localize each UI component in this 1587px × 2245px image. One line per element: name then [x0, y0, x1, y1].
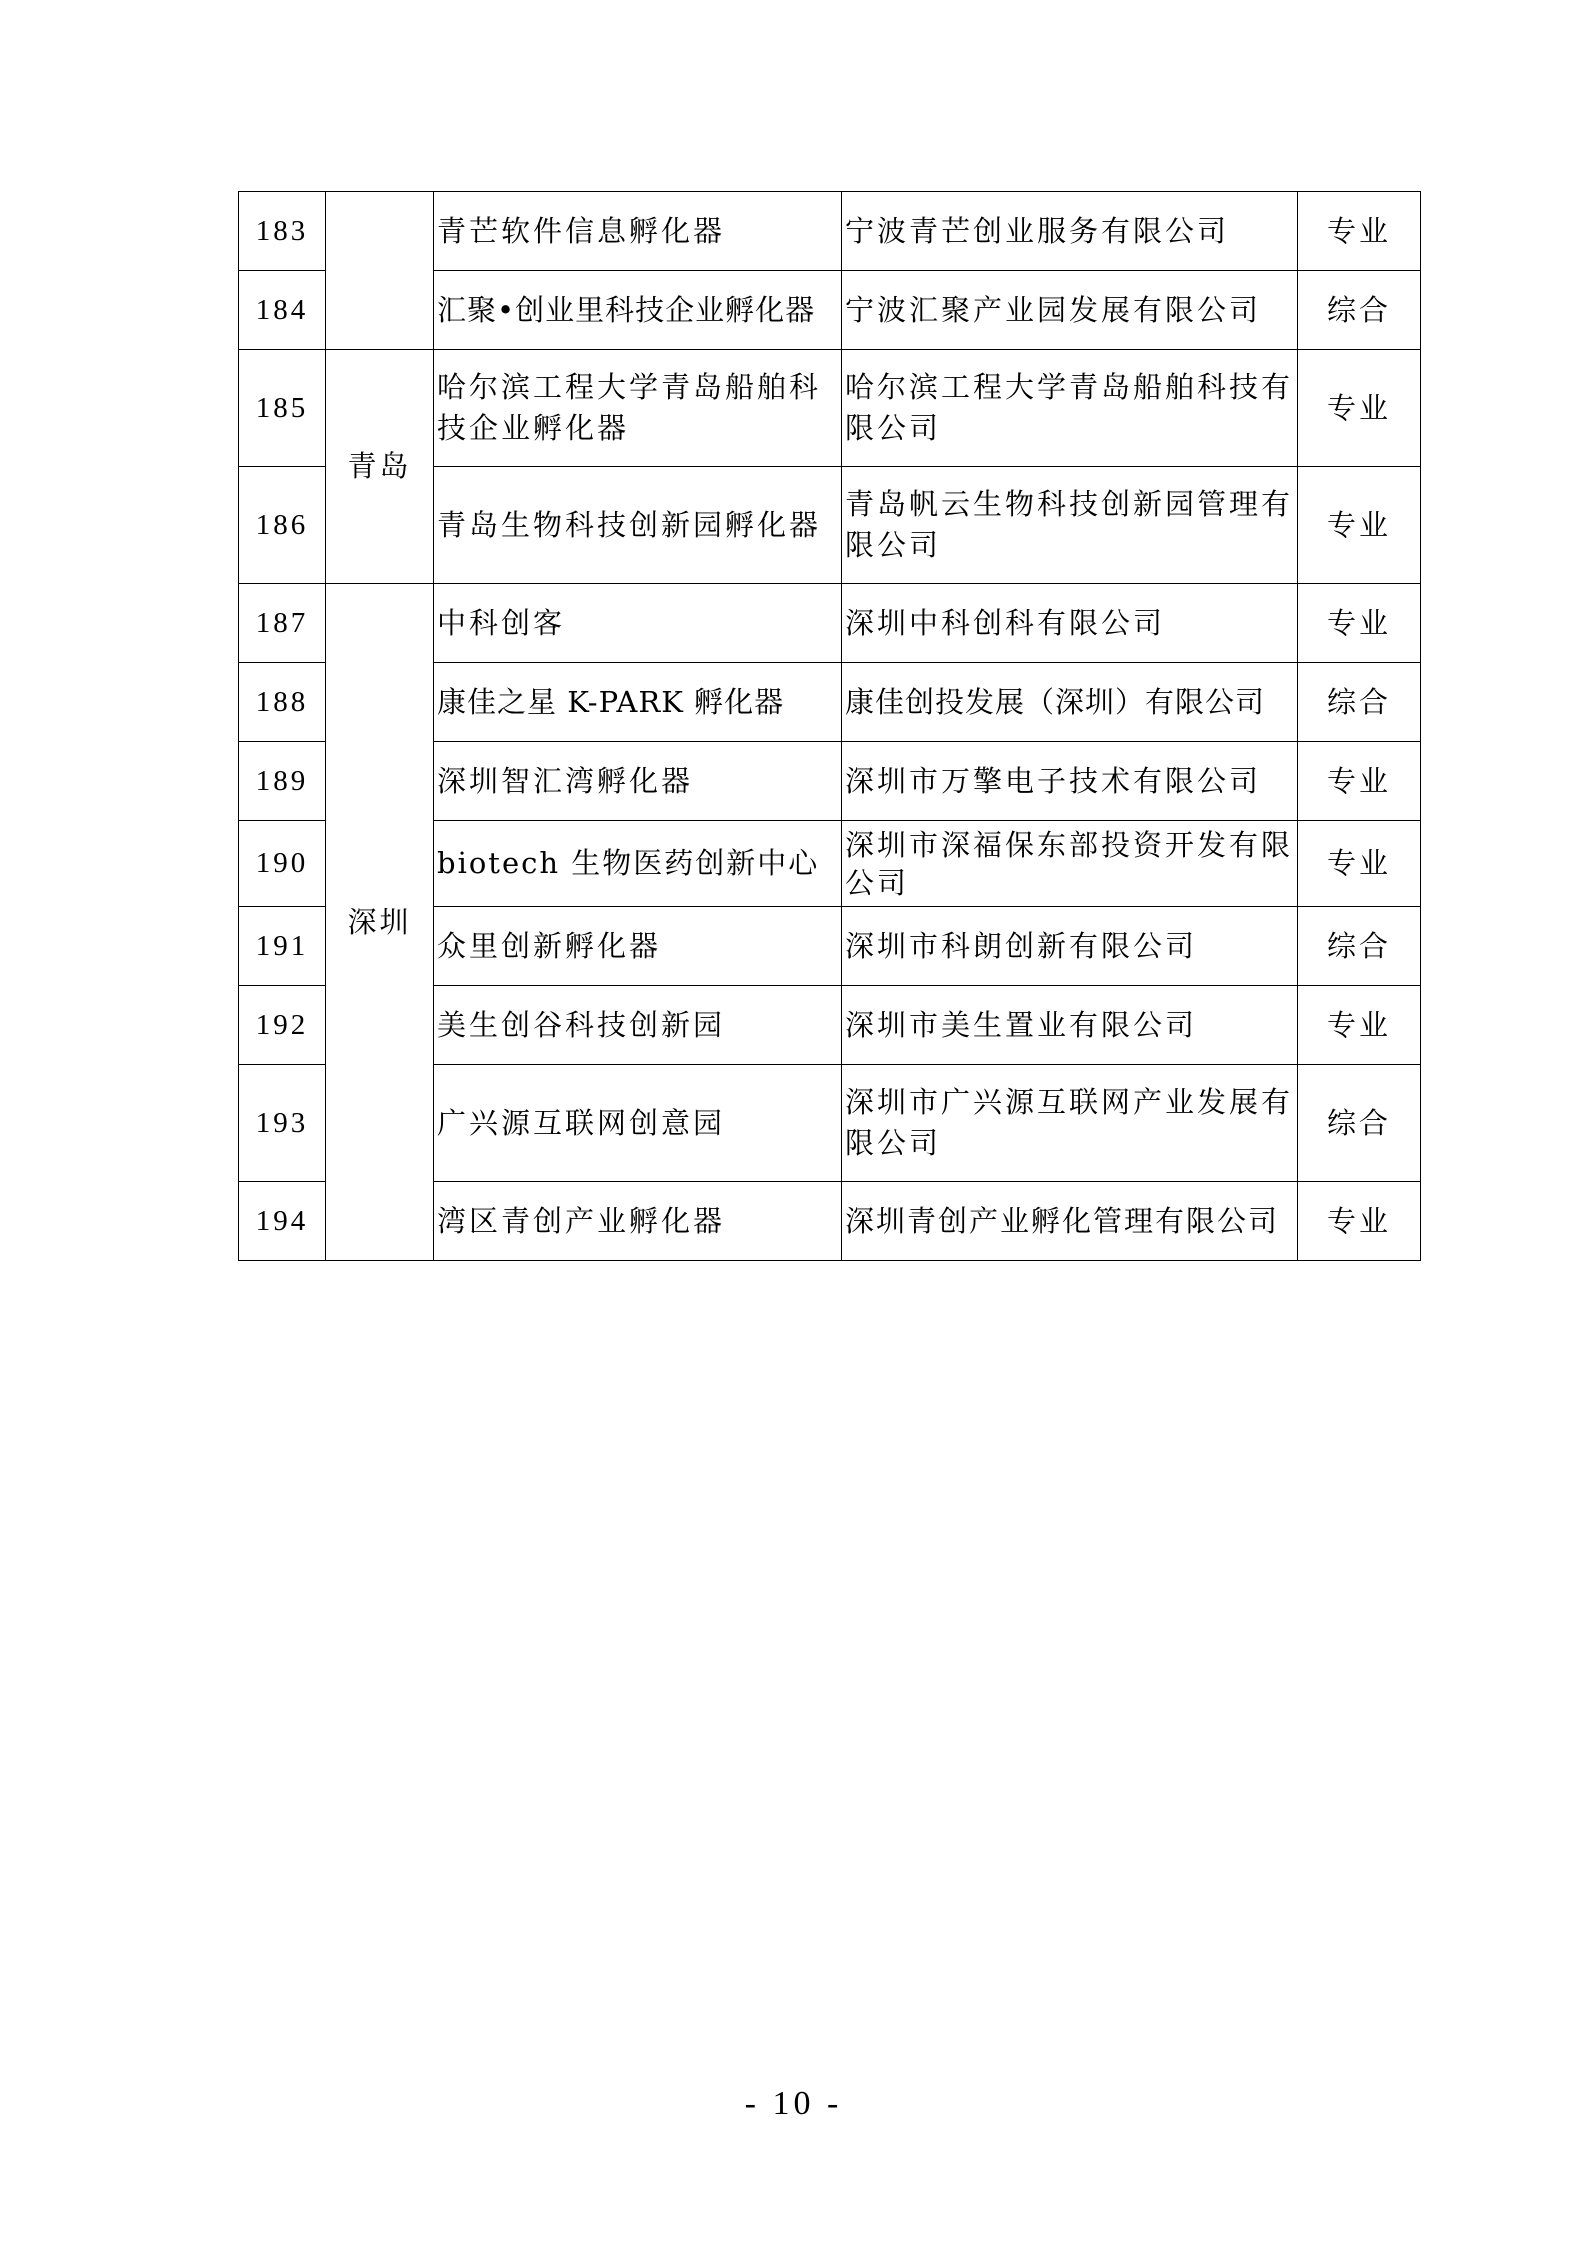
incubator-type: 综合 [1298, 271, 1421, 350]
incubator-type: 专业 [1298, 742, 1421, 821]
incubator-name: 广兴源互联网创意园 [434, 1065, 842, 1182]
incubator-type: 专业 [1298, 192, 1421, 271]
table-row [239, 192, 1421, 271]
operating-organization: 深圳青创产业孵化管理有限公司 [842, 1182, 1298, 1261]
row-number: 189 [239, 742, 326, 821]
operating-organization: 深圳中科创科有限公司 [842, 584, 1298, 663]
row-number: 185 [239, 350, 326, 467]
operating-organization: 青岛帆云生物科技创新园管理有限公司 [842, 467, 1298, 584]
row-number: 194 [239, 1182, 326, 1261]
city-cell-qingdao: 青岛 [326, 350, 434, 584]
incubator-name: 康佳之星 K-PARK 孵化器 [434, 663, 842, 742]
operating-organization: 深圳市美生置业有限公司 [842, 986, 1298, 1065]
row-number: 187 [239, 584, 326, 663]
incubator-name: 湾区青创产业孵化器 [434, 1182, 842, 1261]
operating-organization: 深圳市科朗创新有限公司 [842, 907, 1298, 986]
operating-organization: 哈尔滨工程大学青岛船舶科技有限公司 [842, 350, 1298, 467]
row-number: 193 [239, 1065, 326, 1182]
incubator-table [238, 191, 1421, 1261]
row-number: 190 [239, 821, 326, 907]
table-row [239, 584, 1421, 663]
row-number: 192 [239, 986, 326, 1065]
row-number: 186 [239, 467, 326, 584]
incubator-type: 综合 [1298, 907, 1421, 986]
table-row [239, 350, 1421, 467]
incubator-name: 哈尔滨工程大学青岛船舶科技企业孵化器 [434, 350, 842, 467]
incubator-type: 综合 [1298, 1065, 1421, 1182]
incubator-type: 专业 [1298, 467, 1421, 584]
operating-organization: 深圳市万擎电子技术有限公司 [842, 742, 1298, 821]
incubator-name: 青芒软件信息孵化器 [434, 192, 842, 271]
city-cell-shenzhen: 深圳 [326, 584, 434, 1261]
incubator-type: 专业 [1298, 1182, 1421, 1261]
city-cell [326, 192, 434, 350]
page-number: - 10 - [744, 2085, 843, 2122]
operating-organization: 宁波青芒创业服务有限公司 [842, 192, 1298, 271]
incubator-name: biotech 生物医药创新中心 [434, 821, 842, 907]
incubator-name: 青岛生物科技创新园孵化器 [434, 467, 842, 584]
incubator-type: 专业 [1298, 986, 1421, 1065]
incubator-type: 专业 [1298, 350, 1421, 467]
incubator-name: 深圳智汇湾孵化器 [434, 742, 842, 821]
incubator-type: 专业 [1298, 584, 1421, 663]
operating-organization: 宁波汇聚产业园发展有限公司 [842, 271, 1298, 350]
operating-organization: 康佳创投发展（深圳）有限公司 [842, 663, 1298, 742]
operating-organization: 深圳市广兴源互联网产业发展有限公司 [842, 1065, 1298, 1182]
incubator-name: 汇聚•创业里科技企业孵化器 [434, 271, 842, 350]
row-number: 184 [239, 271, 326, 350]
incubator-type: 综合 [1298, 663, 1421, 742]
incubator-type: 专业 [1298, 821, 1421, 907]
operating-organization: 深圳市深福保东部投资开发有限公司 [842, 821, 1298, 907]
row-number: 191 [239, 907, 326, 986]
row-number: 188 [239, 663, 326, 742]
row-number: 183 [239, 192, 326, 271]
incubator-name: 中科创客 [434, 584, 842, 663]
incubator-name: 众里创新孵化器 [434, 907, 842, 986]
incubator-name: 美生创谷科技创新园 [434, 986, 842, 1065]
